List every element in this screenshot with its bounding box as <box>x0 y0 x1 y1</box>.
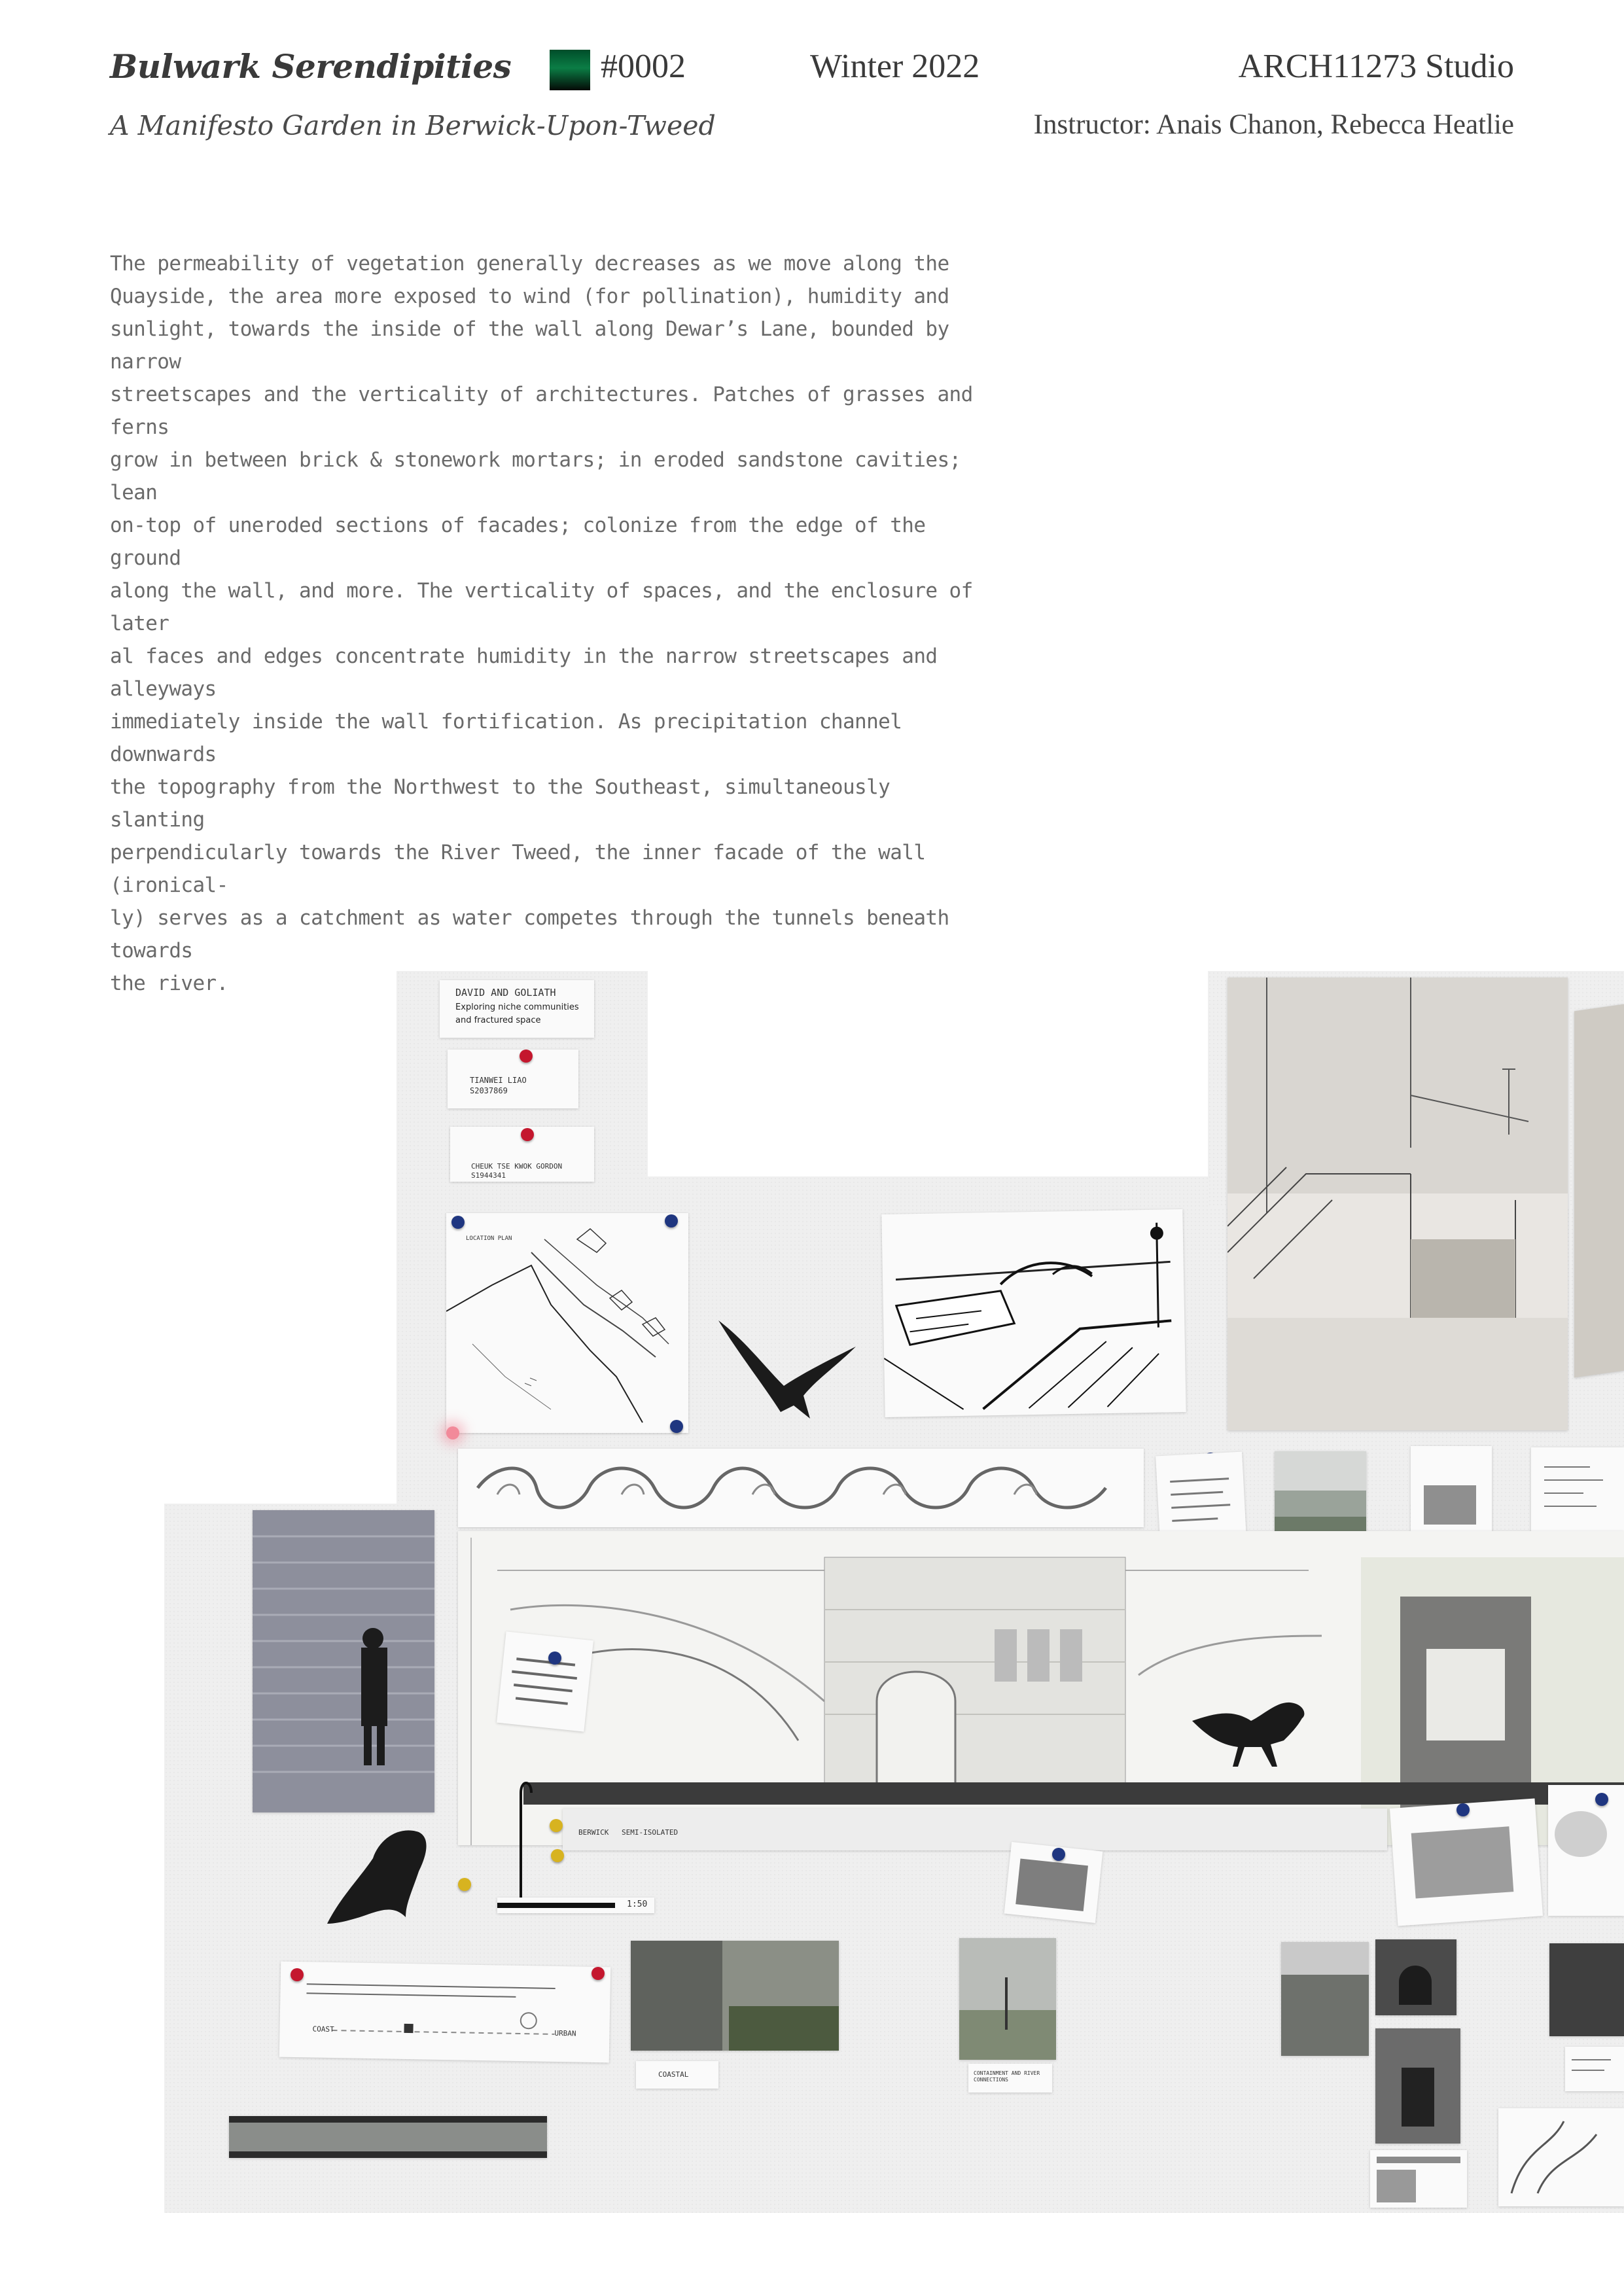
stone-photo <box>1549 1943 1624 2036</box>
wall-person-photo <box>253 1510 434 1812</box>
label-card-line: and fractured space <box>455 1016 541 1025</box>
term-label: Winter 2022 <box>810 48 980 85</box>
body-paragraph <box>110 215 993 1033</box>
paragraph-line: streetscapes and the verticality of architectures. Patches of grasses and ferns <box>110 383 985 439</box>
push-pin-icon <box>550 1819 563 1832</box>
wall-rail <box>523 1782 1624 1805</box>
staircase-drawing <box>1227 978 1568 1430</box>
push-pin-icon <box>521 1128 534 1141</box>
push-pin-icon <box>451 1216 465 1229</box>
project-title: Bulwark Serendipities <box>110 47 512 86</box>
push-pin-icon <box>551 1849 564 1862</box>
name-tag-id: S1944341 <box>471 1171 506 1180</box>
scale-bar <box>497 1898 654 1913</box>
note-sheet <box>1565 2047 1624 2091</box>
staircase-drawing-sheet <box>1227 978 1568 1430</box>
location-map-sheet <box>446 1213 688 1433</box>
paragraph-line: ly) serves as a catchment as water competes through the tunnels beneath towards <box>110 906 961 963</box>
scroll-ornament <box>458 1449 1144 1527</box>
tunnel-photo <box>1375 1939 1456 2015</box>
name-tag-name: TIANWEI LIAO <box>470 1076 527 1085</box>
project-subtitle: A Manifesto Garden in Berwick-Upon-Tweed <box>110 110 716 141</box>
folded-sheet <box>1574 1004 1624 1378</box>
coast-strip <box>279 1962 610 2063</box>
label-card <box>440 980 594 1038</box>
caption-tag <box>636 2061 718 2089</box>
push-pin-icon <box>520 1050 533 1063</box>
paragraph-line: immediately inside the wall fortification. As precipitation channel downwards <box>110 710 914 766</box>
handwritten-lines <box>1531 1447 1624 1539</box>
push-pin-icon <box>670 1420 683 1433</box>
handwritten-note-sheet <box>1531 1447 1624 1539</box>
push-pin-icon <box>291 1968 304 1981</box>
coast-label: COAST <box>312 2024 334 2034</box>
scale-bar-fill <box>497 1903 615 1908</box>
paragraph-line: al faces and edges concentrate humidity in the narrow streetscapes and alleyways <box>110 645 949 701</box>
paragraph-line: along the wall, and more. The verticality of spaces, and the enclosure of later <box>110 579 985 635</box>
push-pin-icon <box>591 1967 605 1980</box>
caption-label: CONTAINMENT AND RIVER CONNECTIONS <box>974 2070 1040 2083</box>
sketch-panel-lines <box>1498 2108 1624 2206</box>
bird-perched-icon <box>1192 1695 1310 1773</box>
caption-label: COASTAL <box>658 2070 689 2079</box>
push-pin-icon <box>1456 1803 1470 1816</box>
name-tag-id: S2037869 <box>470 1086 508 1095</box>
coastal-photo <box>631 1941 839 2051</box>
push-pin-icon <box>665 1214 678 1227</box>
caption-tag <box>968 2064 1052 2093</box>
push-pin-icon <box>1595 1793 1608 1806</box>
scroll-ornament-strip <box>458 1449 1144 1527</box>
bird-flying-icon <box>718 1314 862 1425</box>
seal-silhouette-icon <box>321 1826 432 1930</box>
scale-label: 1:50 <box>627 1899 648 1909</box>
doorway-photo <box>1375 2028 1460 2144</box>
bridge-sketch-sheet <box>881 1209 1186 1417</box>
stonework-sketch <box>497 1631 593 1731</box>
paragraph-line: on-top of uneroded sections of facades; colonize from the edge of the ground <box>110 514 938 570</box>
paragraph-line: perpendicularly towards the River Tweed, the inner facade of the wall (ironical- <box>110 841 938 897</box>
map-linework <box>446 1213 688 1433</box>
push-pin-icon <box>458 1878 471 1891</box>
stone-wall <box>253 1510 434 1812</box>
sketch-panel <box>1498 2108 1624 2206</box>
name-tag-name: CHEUK TSE KWOK GORDON <box>471 1162 563 1171</box>
note-lines <box>1565 2047 1624 2091</box>
name-tag <box>448 1050 578 1108</box>
color-swatch-icon <box>550 50 590 90</box>
map-label: LOCATION PLAN <box>466 1235 512 1242</box>
texture-strip <box>229 2116 547 2158</box>
paragraph-line: sunlight, towards the inside of the wall along Dewar’s Lane, bounded by narrow <box>110 317 961 374</box>
paragraph-line: The permeability of vegetation generally decreases as we move along the <box>110 252 949 275</box>
ruler-strip <box>563 1809 1387 1850</box>
push-pin-icon <box>548 1651 561 1665</box>
flower-sketch <box>1548 1785 1624 1916</box>
push-pin-icon <box>446 1426 459 1439</box>
bridge-sketch <box>881 1209 1186 1417</box>
crumpled-sketch <box>1390 1798 1543 1926</box>
river-photo <box>959 1938 1056 2060</box>
paragraph-line: the river. <box>110 972 228 995</box>
instructor-label: Instructor: Anais Chanon, Rebecca Heatlie <box>1033 109 1514 140</box>
paragraph-line: Quayside, the area more exposed to wind (for pollination), humidity and <box>110 285 949 308</box>
issue-number: #0002 <box>601 48 686 85</box>
strip-label: BERWICK <box>578 1828 609 1837</box>
push-pin-icon <box>1052 1848 1065 1861</box>
course-label: ARCH11273 Studio <box>1238 48 1514 85</box>
paragraph-line: the topography from the Northwest to the Southeast, simultaneously slanting <box>110 775 902 832</box>
stonework-lines <box>497 1631 593 1731</box>
info-card <box>1370 2150 1467 2208</box>
strip-label: SEMI-ISOLATED <box>622 1828 679 1837</box>
harbour-photo <box>1281 1942 1369 2056</box>
strip-label: URBAN <box>554 2028 576 2038</box>
label-card-title: DAVID AND GOLIATH <box>455 987 556 998</box>
hook-wire <box>508 1767 534 1898</box>
paragraph-line: grow in between brick & stonework mortars; in eroded sandstone cavities; lean <box>110 448 973 504</box>
coast-strip-lines <box>279 1962 610 2063</box>
label-card-line: Exploring niche communities <box>455 1002 579 1012</box>
